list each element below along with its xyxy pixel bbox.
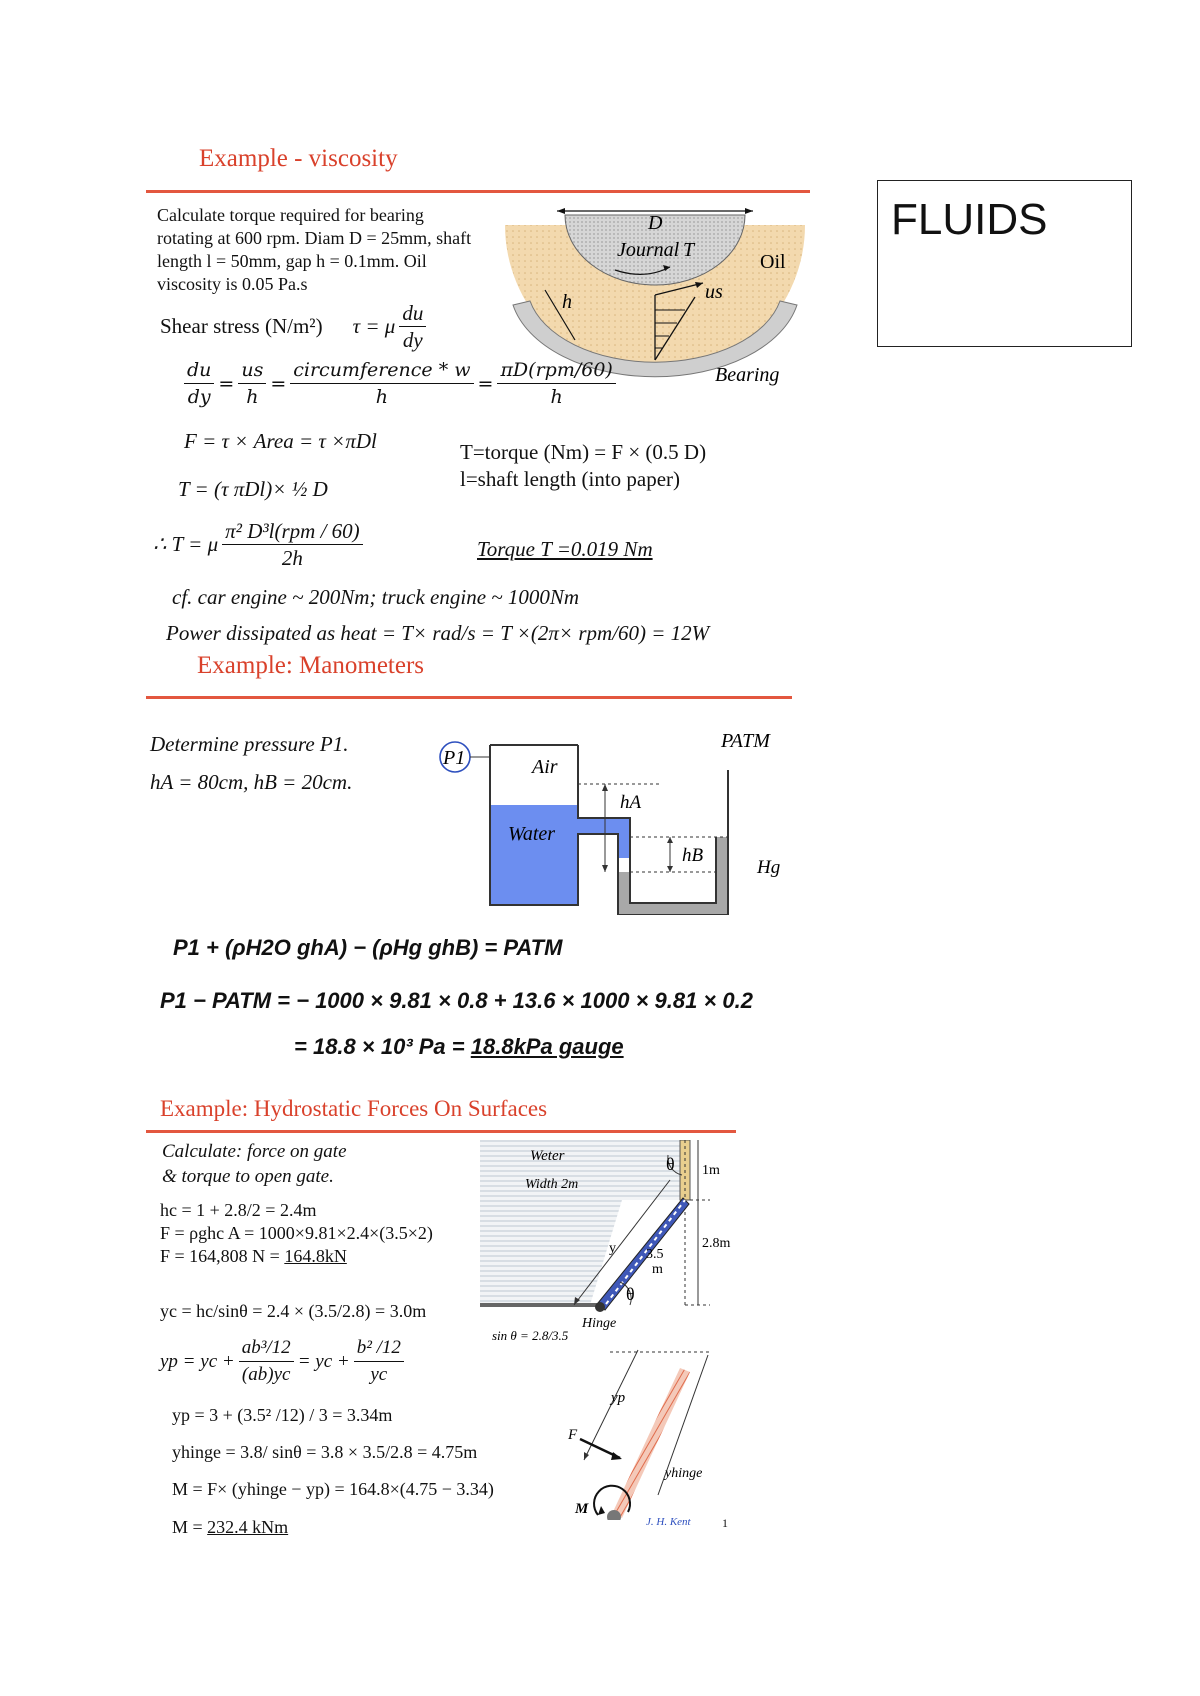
- one-m-label: 1m: [702, 1163, 720, 1178]
- torque-final-eq: ∴ T = μ $\frac{\text{π² D³l(rpm / 60)}}{2h}$: [153, 518, 367, 571]
- bearing-label: Bearing: [715, 364, 780, 386]
- d-label: D: [648, 212, 663, 234]
- manometer-eq1: P1 + (ρH2O ghA) − (ρHg ghB) = PATM: [173, 935, 563, 960]
- viscosity-rule: [146, 190, 810, 193]
- author-credit: J. H. Kent: [646, 1516, 691, 1528]
- us-label: us: [705, 281, 723, 303]
- water-region: [480, 1140, 680, 1305]
- def-torque: T=torque (Nm) = F × (0.5 D): [460, 440, 707, 464]
- hydro-yp-value: yp = 3 + (3.5² /12) / 3 = 3.34m: [172, 1405, 393, 1425]
- sin-theta-label: sin θ = 2.8/3.5: [492, 1328, 569, 1343]
- hydro-yc: yc = hc/sinθ = 2.4 × (3.5/2.8) = 3.0m: [160, 1301, 427, 1321]
- hg-label: Hg: [757, 857, 781, 878]
- patm-label: PATM: [721, 730, 770, 752]
- water-label: Water: [508, 823, 556, 845]
- h35-label-b: m: [652, 1262, 663, 1277]
- hydro-yp-formula: yp = yc + $\frac{\text{ab³/12}}{(ab)yc}$ = yc + $\frac{\text{b² /12}}{yc}$: [160, 1335, 408, 1388]
- p1-label: P1: [443, 747, 466, 769]
- hydro-moment-result: M = 232.4 kNm: [172, 1517, 289, 1537]
- width-label: Width 2m: [525, 1177, 579, 1192]
- torque-label: T: [683, 239, 695, 261]
- y-label: y: [609, 1241, 616, 1256]
- hydro-rule: [146, 1130, 736, 1133]
- torque-result: Torque T =0.019 Nm: [477, 537, 653, 561]
- viscosity-problem: Calculate torque required for bearing rotating at 600 rpm. Diam D = 25mm, shaft length l = 50mm, gap h = 0.1mm. Oil viscosity is 0.05 Pa.s: [157, 205, 472, 294]
- hydro-title: Example: Hydrostatic Forces On Surfaces: [160, 1096, 548, 1121]
- force-label: F: [568, 1427, 578, 1443]
- manometer-diagram: [430, 725, 790, 915]
- h28-label: 2.8m: [702, 1236, 731, 1251]
- page-number: 1: [722, 1516, 728, 1530]
- manometer-rule: [146, 696, 792, 699]
- hb-label: hB: [682, 845, 704, 866]
- air-label: Air: [532, 756, 558, 778]
- manometer-prompt: Determine pressure P1.: [150, 732, 349, 756]
- hinge-pin: [595, 1302, 605, 1312]
- moment-label: M: [575, 1501, 589, 1517]
- manometer-eq3: = 18.8 × 10³ Pa = 18.8kPa gauge: [294, 1034, 624, 1059]
- cf-engine: cf. car engine ~ 200Nm; truck engine ~ 1000Nm: [172, 585, 580, 609]
- fluids-title: FLUIDS: [891, 195, 1048, 244]
- theta-bottom-label: θ: [626, 1284, 635, 1304]
- viscosity-title: Example - viscosity: [199, 145, 398, 172]
- def-length: l=shaft length (into paper): [460, 467, 681, 491]
- journal-label: Journal: [617, 239, 680, 261]
- force-eq: F = τ × Area = τ ×πDl: [184, 429, 377, 453]
- h35-label-a: 3.5: [646, 1247, 664, 1262]
- yhinge-label: yhinge: [665, 1466, 703, 1481]
- oil-label: Oil: [760, 251, 786, 273]
- shear-stress-eq: Shear stress (N/m²) τ = μ $\frac{du}{dy}$: [160, 300, 430, 353]
- hinge-label: Hinge: [582, 1316, 617, 1331]
- manometer-given: hA = 80cm, hB = 20cm.: [150, 770, 353, 794]
- torque-eq: T = (τ πDl)× ½ D: [178, 477, 328, 501]
- hydro-calc: Calculate: force on gate & torque to open gate.: [162, 1141, 347, 1187]
- gate-diagram: [470, 1140, 750, 1520]
- water-label: Weter: [530, 1148, 565, 1164]
- h-label: h: [562, 291, 572, 313]
- manometer-eq2: P1 − PATM = − 1000 × 9.81 × 0.8 + 13.6 × 1000 × 9.81 × 0.2: [160, 988, 754, 1013]
- fluids-title-box: [877, 180, 1132, 347]
- power-eq: Power dissipated as heat = T× rad/s = T ×(2π× rpm/60) = 12W: [166, 621, 710, 645]
- hydro-force: hc = 1 + 2.8/2 = 2.4m F = ρghc A = 1000×9.81×2.4×(3.5×2) F = 164,808 N = 164.8kN: [160, 1200, 433, 1266]
- manometer-title: Example: Manometers: [197, 652, 425, 679]
- gradient-eq: $\frac{du}{dy}$ = $\frac{us}{h}$ = $\frac{\text{circumference * w}}{h}$ = $\frac{\text{πD(rpm/60)}}{h}$: [180, 357, 620, 410]
- hydro-moment-eq: M = F× (yhinge − yp) = 164.8×(4.75 − 3.34): [172, 1479, 494, 1499]
- hydro-yhinge: yhinge = 3.8/ sinθ = 3.8 × 3.5/2.8 = 4.75m: [172, 1442, 478, 1462]
- yp-label: yp: [611, 1390, 626, 1406]
- theta-top-label: θ: [666, 1154, 675, 1174]
- ha-label: hA: [620, 792, 642, 813]
